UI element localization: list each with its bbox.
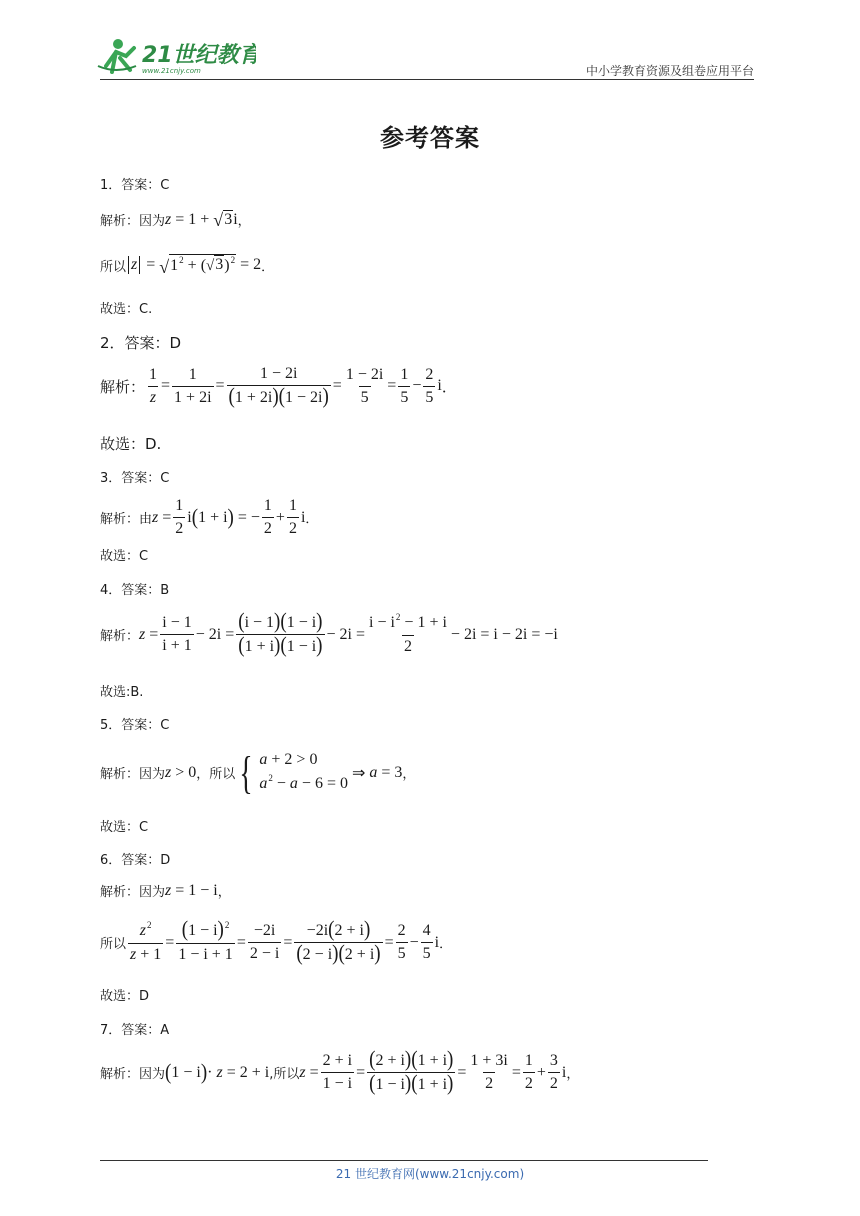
formula-system: { a + 2 > 0 $a^2 - a - 6 = 0$ ⇒ a = 3 (239, 746, 403, 798)
header-divider (100, 79, 754, 80)
formula: z = √ $1^2$ + ( √ 3 )$^2$ = 2 (126, 254, 261, 276)
logo-text: 21世纪教育 (142, 43, 256, 68)
answer-6-line-1: 解析：因为 z = 1 − i ， (100, 881, 231, 900)
formula: z > 0 (165, 763, 197, 781)
answer-6-conclusion: 故选：D (100, 989, 150, 1004)
answer-4-line-1: 解析： z = $\frac{i - 1}{i + 1}$ − 2i = $\frac{(i - 1)(1 - i)}{(1 + i)(1 - i)}$ − 2i = $\frac{i - i^2 - 1 + i}{2}$ − 2i = i − 2i = −i (100, 609, 558, 658)
formula: $\frac{z^2}{z + 1}$ = $\frac{(1 - i)^2}{1 - i + 1}$ = $\frac{-2i}{2 - i}$ = $\frac{-2i(2 + i)}{(2 - i)(2 + i)}$ = $\frac{2}{5}$ − $\frac{4}{5}$ i (130, 917, 440, 966)
answer-2-line-1: 解析： $\frac{1}{z}$ = $\frac{1}{1 + 2i}$ = $\frac{1 - 2i}{(1 + 2i)(1 - 2i)}$ = $\frac{1 - 2i}{5}$ = $\frac{1}{5}$ − $\frac{2}{5}$ i ． (100, 365, 457, 409)
answer-6-heading: 6．答案：D (100, 853, 171, 868)
formula: z = $\frac{1}{2}$ i ( 1 + i ) = − $\frac{1}{2}$ + $\frac{1}{2}$ i (152, 497, 306, 537)
answer-5-line-1: 解析：因为 z > 0 ，所以 { a + 2 > 0 $a^2 - a - 6 = 0$ ⇒ a = 3 ， (100, 746, 416, 798)
answer-2-conclusion: 故选：D. (100, 435, 162, 453)
formula: $\frac{1}{z}$ = $\frac{1}{1 + 2i}$ = $\frac{1 - 2i}{(1 + 2i)(1 - 2i)}$ = $\frac{1 - 2i}{5}$ = $\frac{1}{5}$ − $\frac{2}{5}$ i (149, 365, 442, 409)
answer-5-heading: 5．答案：C (100, 718, 170, 733)
answer-3-line-1: 解析：由 z = $\frac{1}{2}$ i ( 1 + i ) = − $\frac{1}{2}$ + $\frac{1}{2}$ i ． (100, 497, 319, 537)
answer-7-line-1: 解析：因为 ( 1 − i ) · z = 2 + i ,所以 z = $\frac{2 + i}{1 - i}$ = $\frac{(2 + i)(1 + i)}{(1 - i)(1 + i)}$ = $\frac{1 + 3i}{2}$ = $\frac{1}{2}$ + $\frac{3}{2}$ i ， (100, 1047, 580, 1096)
answer-4-heading: 4．答案：B (100, 583, 170, 598)
footer-link[interactable]: 21 世纪教育网(www.21cnjy.com) (335, 1167, 525, 1181)
site-tagline: 中小学教育资源及组卷应用平台 (585, 64, 754, 78)
footer-divider (100, 1160, 708, 1161)
logo-runner-icon (96, 36, 256, 78)
formula: z = 1 − i (165, 881, 218, 899)
answer-3-heading: 3．答案：C (100, 471, 170, 486)
page-title: 参考答案 (380, 124, 480, 152)
answer-1-line-2: 所以 z = √ $1^2$ + ( √ 3 )$^2$ = 2 ． (100, 255, 275, 277)
logo-url: www.21cnjy.com (142, 67, 201, 75)
answer-3-conclusion: 故选：C (100, 549, 149, 564)
answer-1-conclusion: 故选：C. (100, 302, 153, 317)
answer-7-heading: 7．答案：A (100, 1023, 170, 1038)
answer-2-heading: 2．答案：D (100, 334, 182, 352)
answer-4-conclusion: 故选:B. (100, 685, 144, 700)
formula: z = $\frac{2 + i}{1 - i}$ = $\frac{(2 + i)(1 + i)}{(1 - i)(1 + i)}$ = $\frac{1 + 3i}{2}$ = $\frac{1}{2}$ + $\frac{3}{2}$ i (299, 1047, 567, 1096)
answer-5-conclusion: 故选：C (100, 820, 149, 835)
answer-6-line-2: 所以 $\frac{z^2}{z + 1}$ = $\frac{(1 - i)^2}{1 - i + 1}$ = $\frac{-2i}{2 - i}$ = $\frac{-2i(2 + i)}{(2 - i)(2 + i)}$ = $\frac{2}{5}$ − $\frac{4}{5}$ i ． (100, 917, 453, 966)
formula: z = 1 + √ 3 i (165, 210, 238, 230)
answer-1-heading: 1．答案：C (100, 178, 170, 193)
answer-1-line-1: 解析：因为 z = 1 + √ 3 i ， (100, 210, 251, 230)
formula: ( 1 − i ) · z = 2 + i (165, 1060, 270, 1085)
formula: z = $\frac{i - 1}{i + 1}$ − 2i = $\frac{(i - 1)(1 - i)}{(1 + i)(1 - i)}$ − 2i = $\frac{i - i^2 - 1 + i}{2}$ − 2i = i − 2i = −i (139, 609, 558, 658)
site-logo (96, 36, 256, 78)
